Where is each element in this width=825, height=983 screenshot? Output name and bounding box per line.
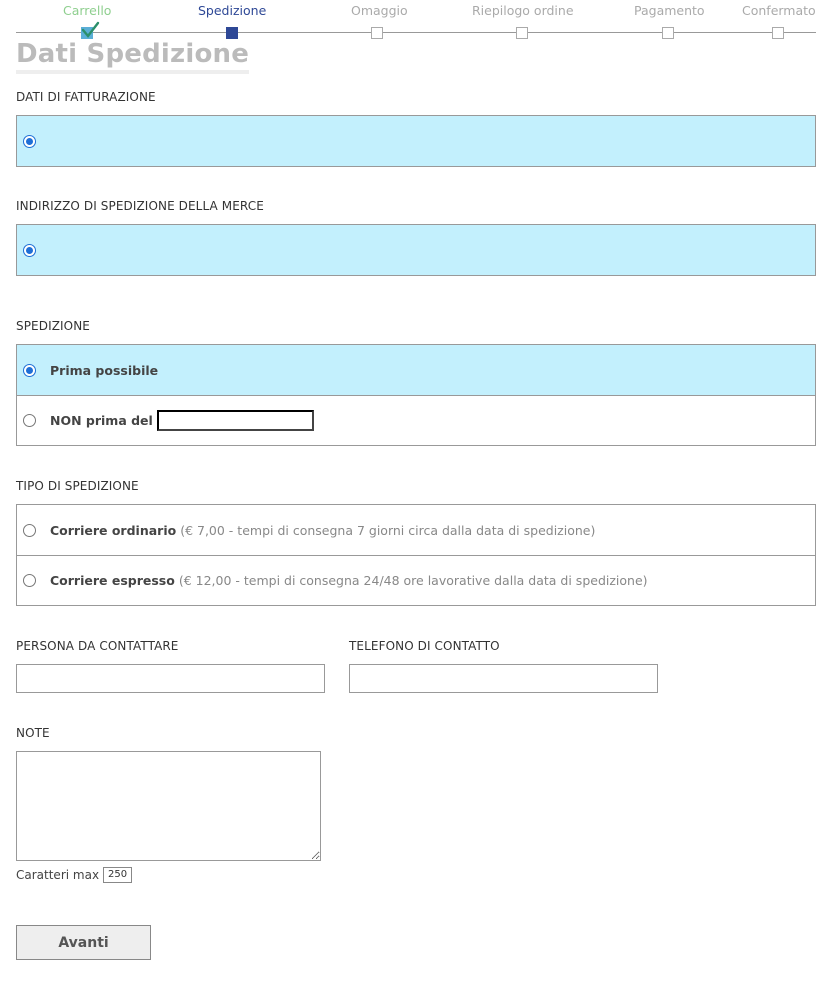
shipping-express-label: Corriere espresso [50,573,175,588]
shipping-type-section-label: TIPO DI SPEDIZIONE [16,479,139,493]
billing-options [16,115,816,167]
step-label: Pagamento [634,3,705,18]
shipping-express-detail: (€ 12,00 - tempi di consegna 24/48 ore lavorative dalla data di spedizione) [178,573,648,588]
contact-person-input[interactable] [16,664,325,693]
step-confermato [742,4,816,18]
delivery-not-before-label: NON prima del [50,413,153,428]
notes-textarea[interactable] [16,751,321,861]
notes-label: NOTE [16,726,50,740]
contact-phone-input[interactable] [349,664,658,693]
stepper-line [16,32,816,33]
billing-option-row[interactable] [17,116,815,166]
contact-person-label: PERSONA DA CONTATTARE [16,639,179,653]
step-marker [371,27,383,39]
step-label: Confermato [742,3,816,18]
billing-section-label: DATI DI FATTURAZIONE [16,90,156,104]
notes-char-counter [16,867,132,883]
delivery-asap-label: Prima possibile [50,362,159,378]
step-pagamento [634,4,705,18]
shipping-express-radio[interactable] [23,574,36,587]
shipping-type-express-row[interactable] [17,555,815,605]
shipping-address-radio[interactable] [23,244,36,257]
step-marker [662,27,674,39]
char-max-count: 250 [103,867,132,883]
billing-radio[interactable] [23,135,36,148]
page-title: Dati Spedizione [16,38,249,74]
shipping-address-section-label: INDIRIZZO DI SPEDIZIONE DELLA MERCE [16,199,264,213]
delivery-options [16,344,816,446]
step-label: Carrello [63,3,112,18]
delivery-option-asap[interactable] [17,345,815,395]
step-marker [772,27,784,39]
step-label: Riepilogo ordine [472,3,574,18]
shipping-standard-label: Corriere ordinario [50,522,177,538]
next-button[interactable]: Avanti [16,925,151,960]
not-before-date-input[interactable] [157,410,314,431]
contact-phone-label: TELEFONO DI CONTATTO [349,639,500,653]
step-marker [516,27,528,39]
shipping-standard-detail: (€ 7,00 - tempi di consegna 7 giorni circa dalla data di spedizione) [180,522,596,538]
step-label: Spedizione [198,3,267,18]
step-spedizione [198,4,266,18]
shipping-address-options [16,224,816,276]
delivery-not-before-radio[interactable] [23,414,36,427]
shipping-standard-radio[interactable] [23,524,36,537]
delivery-option-not-before[interactable] [17,395,815,445]
shipping-type-standard-row[interactable] [17,505,815,555]
step-riepilogo [472,4,574,18]
char-max-label: Caratteri max [16,868,100,882]
delivery-asap-radio[interactable] [23,364,36,377]
delivery-section-label: SPEDIZIONE [16,319,90,333]
step-omaggio [351,4,408,18]
step-carrello[interactable] [63,4,111,18]
shipping-address-option-row[interactable] [17,225,815,275]
shipping-type-options [16,504,816,606]
check-icon [80,21,100,39]
step-label: Omaggio [351,3,408,18]
